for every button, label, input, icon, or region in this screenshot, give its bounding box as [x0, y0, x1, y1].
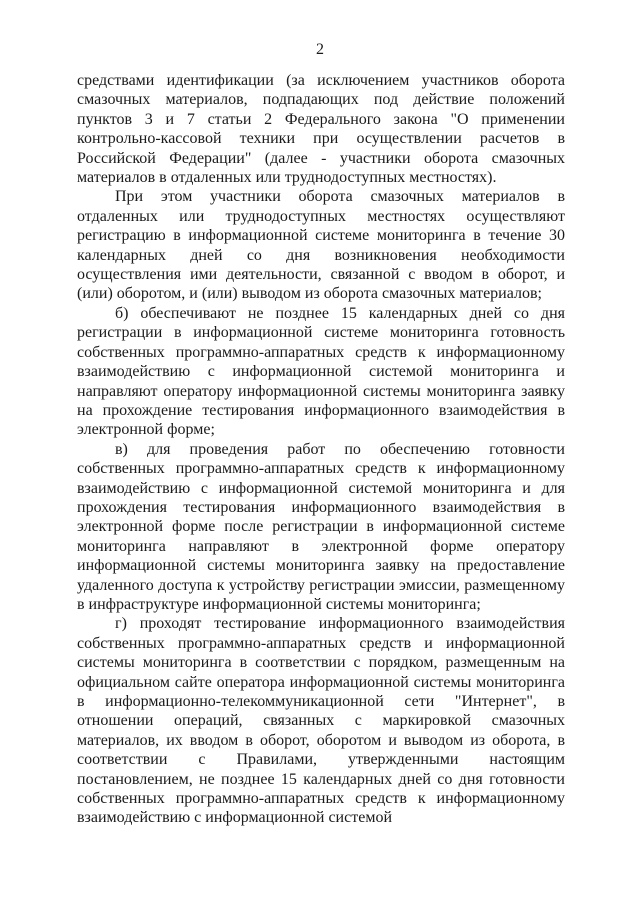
paragraph-continuation: средствами идентификации (за исключением участников оборота смазочных материалов, подпадающих под действие положений пунктов 3 и 7 статьи 2 Федерального закона "О применении контрольно-кассовой техники при осуществлении расчетов в Российской Федерации" (далее - участники оборота смазочных материалов в отдаленных или труднодоступных местностях).	[77, 72, 565, 187]
document-body	[77, 71, 565, 828]
paragraph-item-v: в) для проведения работ по обеспечению готовности собственных программно-аппаратных средств к информационному взаимодействию с информационной системой мониторинга и для прохождения тестирования информационного взаимодействия в электронной форме после регистрации в информационной системе мониторинга направляют в электронной форме оператору информационной системы мониторинга заявку на предоставление удаленного доступа к устройству регистрации эмиссии, размещенному в инфраструктуре информационной системы мониторинга;	[77, 440, 565, 613]
paragraph-item-b: б) обеспечивают не позднее 15 календарных дней со дня регистрации в информационной системе мониторинга готовность собственных программно-аппаратных средств к информационному взаимодействию с информационной системой мониторинга и направляют оператору информационной системы мониторинга заявку на прохождение тестирования информационного взаимодействия в электронной форме;	[77, 304, 565, 439]
paragraph-item-g: г) проходят тестирование информационного взаимодействия собственных программно-аппаратных средств и информационной системы мониторинга в соответствии с порядком, размещенным на официальном сайте оператора информационной системы мониторинга в информационно-телекоммуникационной сети "Интернет", в отношении операций, связанных с маркировкой смазочных материалов, их вводом в оборот, оборотом и выводом из оборота, в соответствии с Правилами, утвержденными настоящим постановлением, не позднее 15 календарных дней со дня готовности собственных программно-аппаратных средств к информационному взаимодействию с информационной системой	[77, 615, 565, 827]
paragraph-registration-remote: При этом участники оборота смазочных материалов в отдаленных или труднодоступных местностях осуществляют регистрацию в информационной системе мониторинга в течение 30 календарных дней со дня возникновения необходимости осуществления ими деятельности, связанной с вводом в оборот, и (или) оборотом, и (или) выводом из оборота смазочных материалов;	[77, 188, 565, 303]
page-number: 2	[316, 41, 324, 58]
